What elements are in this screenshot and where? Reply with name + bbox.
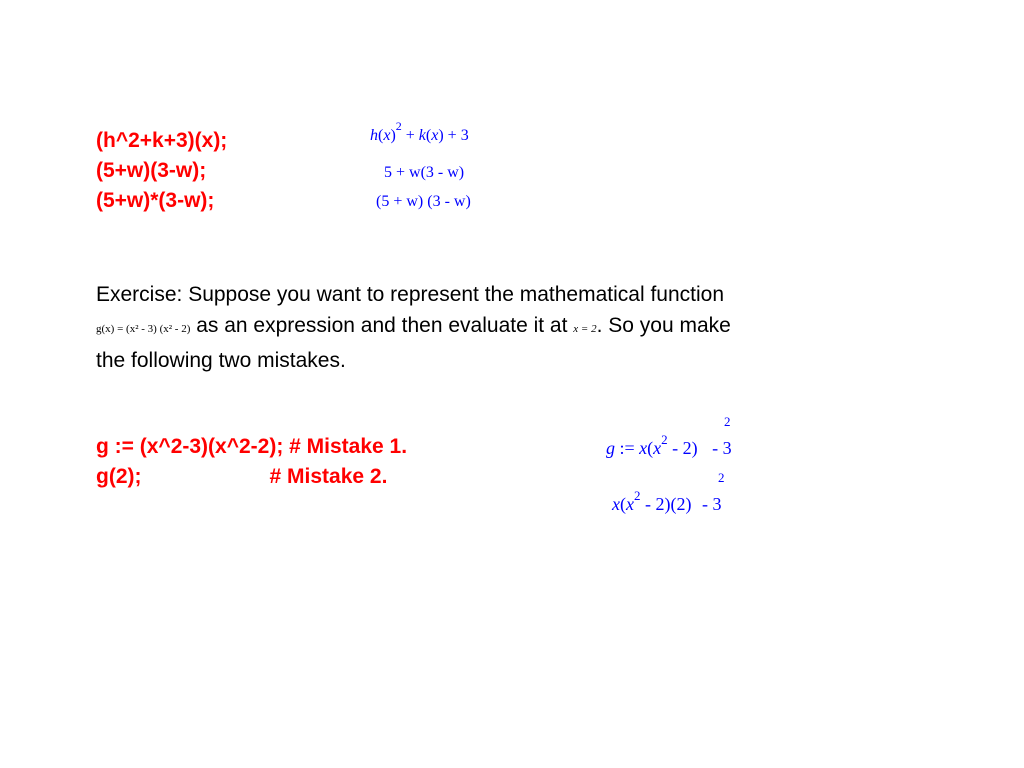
code-line: (h^2+k+3)(x); xyxy=(96,129,228,152)
code-line: g(2); # Mistake 2. xyxy=(96,465,388,488)
code-line: (5+w)(3-w); xyxy=(96,159,207,182)
output-block-1 xyxy=(370,119,469,146)
exercise-line-1: Exercise: Suppose you want to represent the mathematical function xyxy=(96,283,725,306)
inline-formula: g(x) = (x² - 3) (x² - 2) xyxy=(96,323,191,335)
code-line: g := (x^2-3)(x^2-2); # Mistake 1. xyxy=(96,435,408,458)
exercise-paragraph xyxy=(96,279,916,376)
inline-x-value: x = 2 xyxy=(573,323,597,335)
output-line: 5 + w(3 - w) xyxy=(384,164,465,181)
slide: (h^2+k+3)(x); (5+w)(3-w); (5+w)*(3-w); $h(x)^2 + k(x) + 3$ 5 + w(3 - w) (5 + w) (3 - w) Exercise: Suppose you want to represent the mathematical function g(x) = (x² - 3) (x² - 2) as an expression and then evaluate it at x = 2. So you make the following two mistakes. g := (x^2-3)(x^2-2); # Mistake 1. g(2); # Mistake 2. 2 g := $x(x^2 - 2) - 3$ 2 $x(x^2 - 2)(2) - 3$ xyxy=(0,0,1024,768)
exercise-line-3: the following two mistakes. xyxy=(96,349,346,372)
exercise-line-2: g(x) = (x² - 3) (x² - 2) as an expression and then evaluate it at x = 2. So you make xyxy=(96,314,731,337)
output-line: (5 + w) (3 - w) xyxy=(376,193,471,210)
code-block-2 xyxy=(96,432,407,492)
code-line: (5+w)*(3-w); xyxy=(96,189,215,212)
output-line: $h(x)^2 + k(x) + 3$ xyxy=(370,119,469,144)
code-block-1 xyxy=(96,126,227,216)
